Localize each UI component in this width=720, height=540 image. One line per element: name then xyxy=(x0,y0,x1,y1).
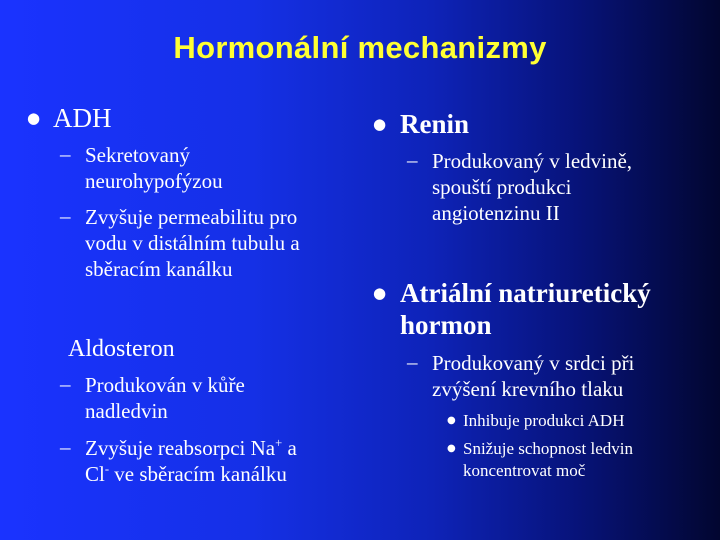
adh-item-1-line-1: Sekretovaný xyxy=(85,143,190,167)
aldosteron-item-2-line-1 xyxy=(85,435,297,461)
renin-heading: Renin xyxy=(400,109,470,139)
aldosteron-heading: Aldosteron xyxy=(68,336,175,362)
anp-subitem-1 xyxy=(463,410,624,432)
renin-item-1-line-3: angiotenzinu II xyxy=(432,201,560,225)
bullet-icon: ● xyxy=(373,284,387,302)
dash-icon: – xyxy=(60,435,71,459)
text-run: a xyxy=(282,436,297,460)
small-bullet-icon: ● xyxy=(447,443,456,454)
bullet-icon: ● xyxy=(27,109,41,127)
dash-icon: – xyxy=(60,372,71,396)
aldosteron-item-1-line-1: Produkován v kůře xyxy=(85,373,245,397)
anp-subitem-2-line-2: koncentrovat moč xyxy=(463,461,586,480)
anp-heading-line-1: Atriální natriuretický xyxy=(400,278,651,308)
text-run: Cl xyxy=(85,462,105,486)
anp-heading xyxy=(400,277,651,341)
aldosteron-item-2 xyxy=(85,435,297,487)
text-run: ve sběracím kanálku xyxy=(109,462,287,486)
text-run: Zvyšuje reabsorpci Na xyxy=(85,436,276,460)
small-bullet-icon: ● xyxy=(447,415,456,426)
aldosteron-item-1 xyxy=(85,372,245,424)
aldosteron-item-1-line-2: nadledvin xyxy=(85,399,168,423)
anp-subitem-2-line-1: Snižuje schopnost ledvin xyxy=(463,439,633,458)
adh-item-2 xyxy=(85,204,300,282)
superscript-minus: - xyxy=(104,462,110,476)
adh-item-1-line-2: neurohypofýzou xyxy=(85,169,223,193)
dash-icon: – xyxy=(60,204,71,228)
renin-item-1-line-2: spouští produkci xyxy=(432,175,572,199)
adh-item-2-line-2: vodu v distálním tubulu a xyxy=(85,231,300,255)
superscript-plus: + xyxy=(275,436,283,450)
dash-icon: – xyxy=(407,350,418,374)
adh-heading: ADH xyxy=(53,103,112,133)
dash-icon: – xyxy=(407,148,418,172)
anp-item-1 xyxy=(432,350,634,402)
anp-subitem-2 xyxy=(463,438,633,482)
dash-icon: – xyxy=(60,142,71,166)
slide-title: Hormonální mechanizmy xyxy=(173,30,547,65)
anp-subitem-1-line-1: Inhibuje produkci ADH xyxy=(463,411,625,430)
adh-item-1 xyxy=(85,142,223,194)
bullet-icon: ● xyxy=(373,115,387,133)
adh-item-2-line-1: Zvyšuje permeabilitu pro xyxy=(85,205,298,229)
adh-item-2-line-3: sběracím kanálku xyxy=(85,257,233,281)
aldosteron-item-2-line-2 xyxy=(85,461,297,487)
anp-heading-line-2: hormon xyxy=(400,310,492,340)
renin-item-1-line-1: Produkovaný v ledvině, xyxy=(432,149,633,173)
anp-item-1-line-2: zvýšení krevního tlaku xyxy=(432,377,624,401)
renin-item-1 xyxy=(432,148,632,226)
anp-item-1-line-1: Produkovaný v srdci při xyxy=(432,351,635,375)
